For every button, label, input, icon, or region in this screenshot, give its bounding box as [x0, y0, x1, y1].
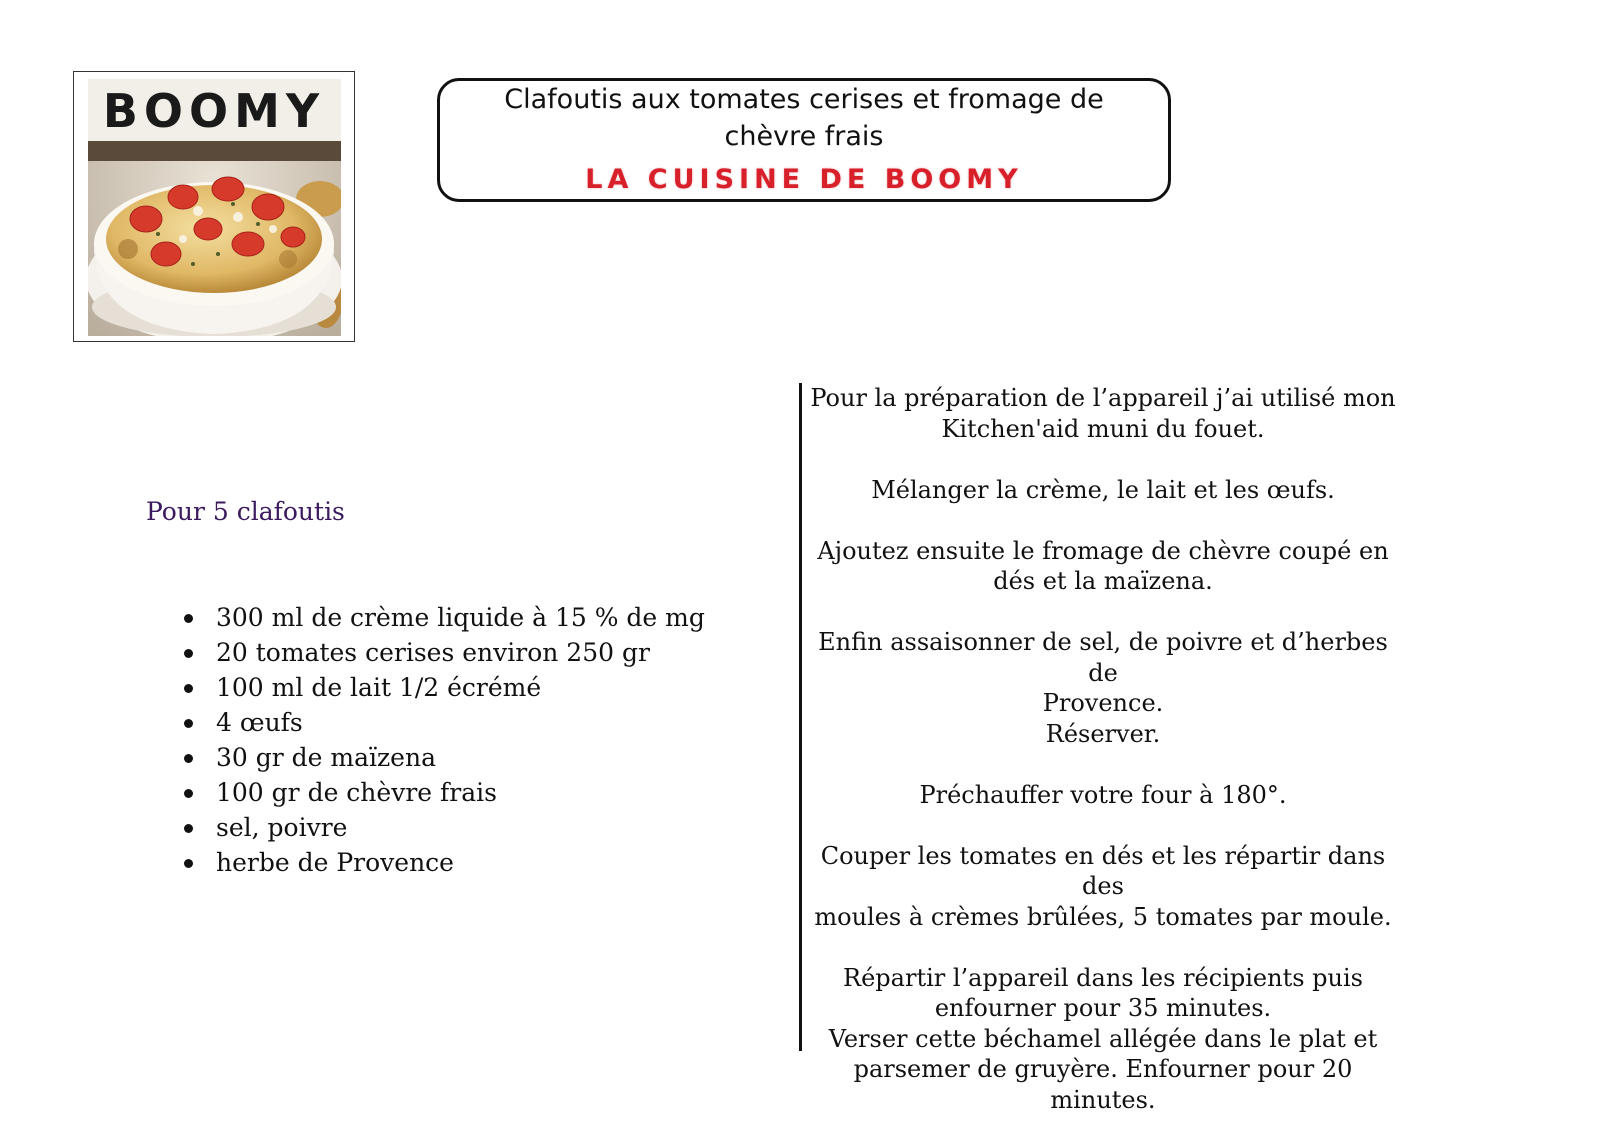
ingredient-text: 100 gr de chèvre frais [216, 778, 497, 807]
ingredient-item [184, 705, 705, 740]
ingredient-text: herbe de Provence [216, 848, 454, 877]
servings-label: Pour 5 clafoutis [146, 497, 345, 526]
step-paragraph [808, 536, 1398, 597]
step-line: Préchauffer votre four à 180°. [919, 780, 1287, 809]
ingredient-item [184, 775, 705, 810]
ingredient-text: 100 ml de lait 1/2 écrémé [216, 673, 542, 702]
bullet-icon [184, 789, 193, 798]
step-line: moules à crèmes brûlées, 5 tomates par moule. [814, 902, 1392, 931]
step-line: dés et la maïzena. [993, 567, 1213, 595]
ingredient-item [184, 635, 705, 670]
step-paragraph [808, 627, 1398, 749]
bullet-icon [184, 719, 193, 728]
step-line: Couper les tomates en dés et les répartir dans des [820, 841, 1386, 900]
clafoutis-photo-icon [88, 79, 341, 336]
step-paragraph [808, 780, 1398, 811]
step-line: Mélanger la crème, le lait et les œufs. [871, 475, 1335, 504]
step-line: Provence. [1042, 689, 1164, 717]
step-paragraph [808, 383, 1398, 444]
ingredient-text: sel, poivre [216, 813, 348, 842]
ingredient-text: 20 tomates cerises environ 250 gr [216, 638, 650, 667]
recipe-title-box [437, 78, 1171, 202]
step-line: Pour la préparation de l’appareil j’ai utilisé mon [810, 384, 1396, 412]
recipe-title: Clafoutis aux tomates cerises et fromage de chèvre frais [504, 84, 1104, 152]
bullet-icon [184, 684, 193, 693]
step-line: Verser cette béchamel allégée dans le plat et [828, 1024, 1378, 1053]
step-paragraph [808, 475, 1398, 506]
ingredient-item [184, 670, 705, 705]
preparation-steps [808, 383, 1398, 1146]
step-line: Kitchen'aid muni du fouet. [941, 414, 1265, 443]
bullet-icon [184, 859, 193, 868]
ingredient-text: 30 gr de maïzena [216, 743, 436, 772]
bullet-icon [184, 824, 193, 833]
step-line: Répartir l’appareil dans les récipients puis [843, 963, 1363, 992]
step-paragraph [808, 841, 1398, 933]
step-line: Enfin assaisonner de sel, de poivre et d’herbes de [818, 628, 1388, 687]
ingredients-list [184, 600, 705, 880]
recipe-photo [73, 71, 355, 342]
brand-name: LA CUISINE DE BOOMY [585, 164, 1023, 195]
bullet-icon [184, 649, 193, 658]
step-line: Ajoutez ensuite le fromage de chèvre coupé en [817, 536, 1389, 565]
step-line: Réserver. [1045, 719, 1161, 748]
ingredient-item [184, 810, 705, 845]
sign-text: BOOMY [102, 84, 326, 138]
ingredient-item [184, 740, 705, 775]
step-line: enfourner pour 35 minutes. [934, 994, 1272, 1022]
step-paragraph [808, 963, 1398, 1116]
ingredient-item [184, 600, 705, 635]
bullet-icon [184, 614, 193, 623]
ingredient-item [184, 845, 705, 880]
bullet-icon [184, 754, 193, 763]
ingredient-text: 300 ml de crème liquide à 15 % de mg [216, 603, 705, 632]
step-line: minutes. [1050, 1085, 1156, 1114]
step-line: parsemer de gruyère. Enfourner pour 20 [853, 1055, 1353, 1083]
column-divider [799, 383, 802, 1051]
ingredient-text: 4 œufs [216, 708, 303, 737]
